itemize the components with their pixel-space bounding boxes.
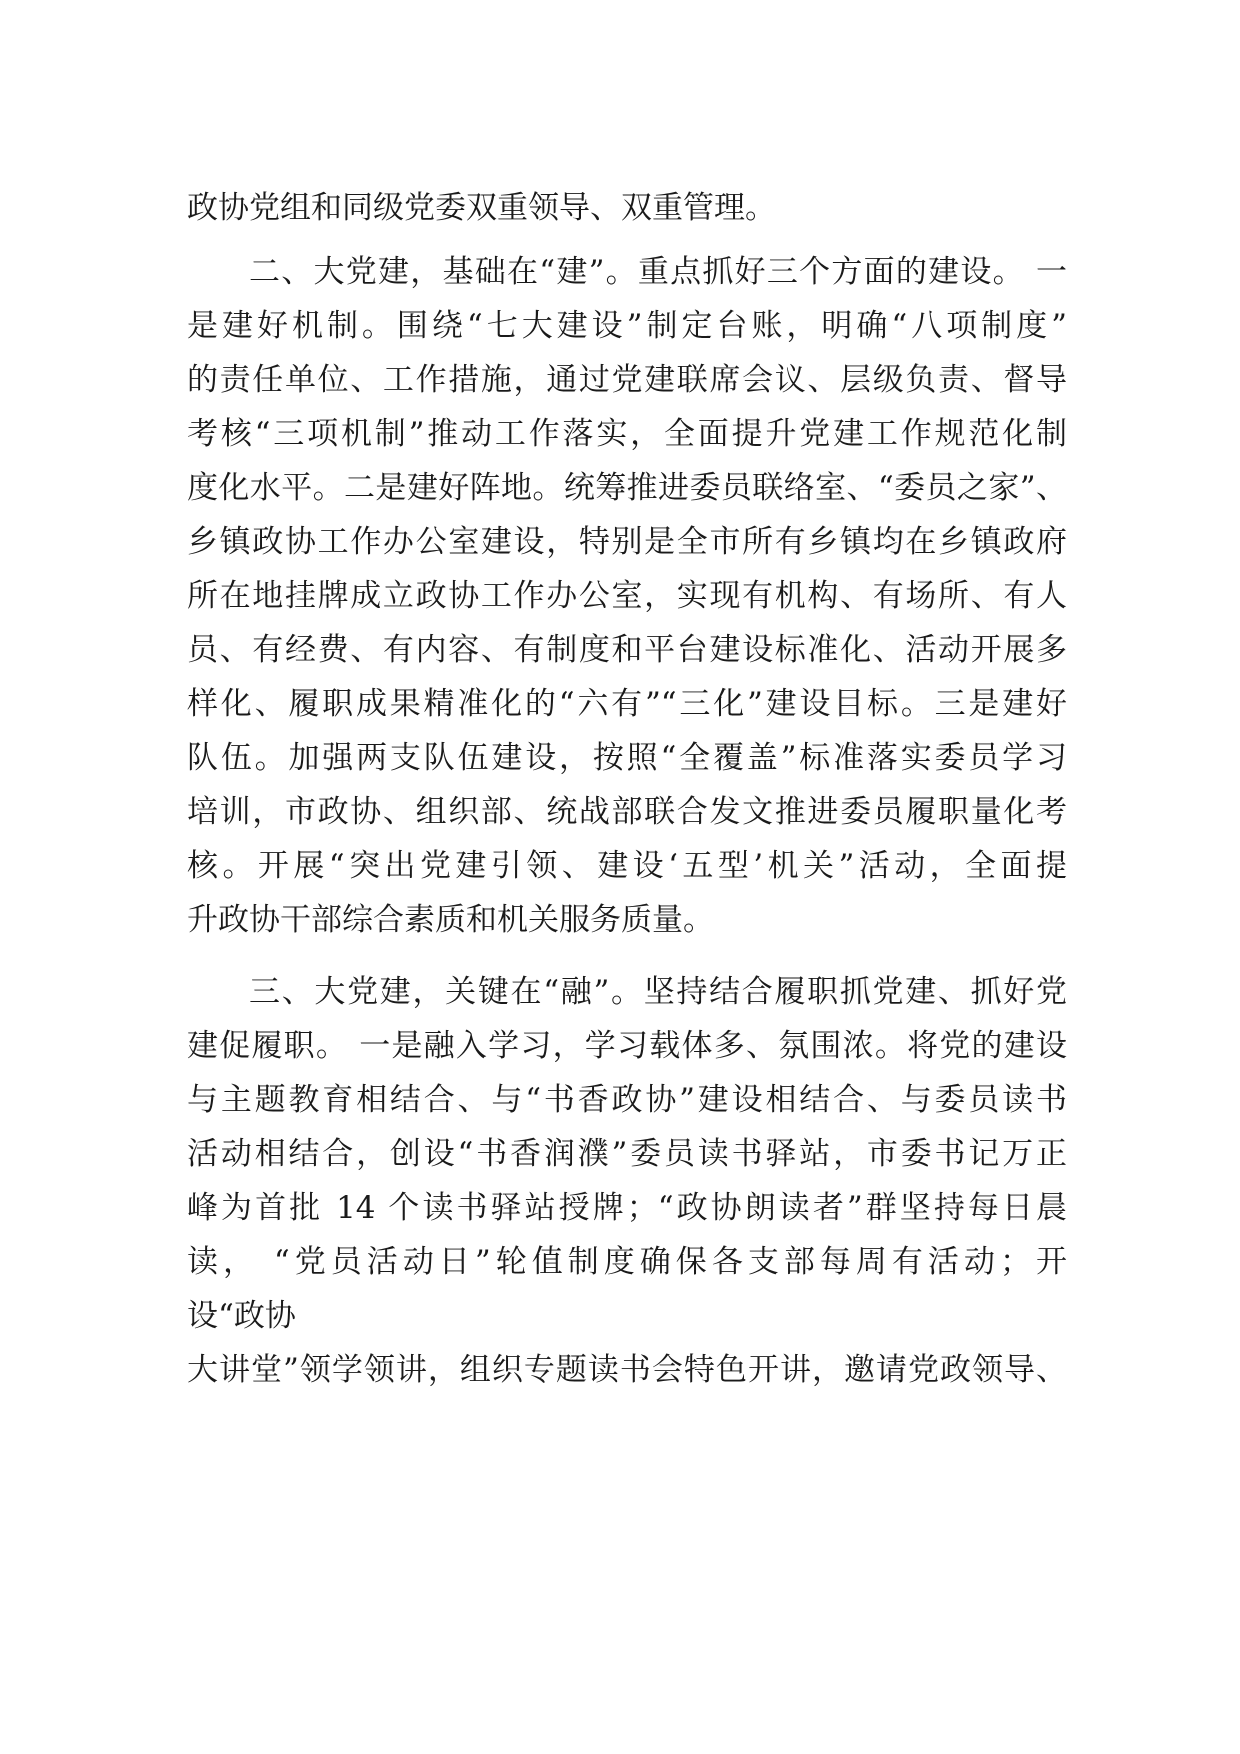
text-line: 员、有经费、有内容、有制度和平台建设标准化、活动开展多: [187, 632, 1067, 668]
text-line: 读， “党员活动日”轮值制度确保各支部每周有活动；开: [187, 1244, 1067, 1280]
text-line: 度化水平。二是建好阵地。统筹推进委员联络室、“委员之家”、: [187, 470, 1067, 506]
text-line: 乡镇政协工作办公室建设，特别是全市所有乡镇均在乡镇政府: [187, 524, 1067, 560]
text-line: 是建好机制。围绕“七大建设”制定台账，明确“八项制度”: [187, 308, 1067, 344]
text-line: 峰为首批 14 个读书驿站授牌；“政协朗读者”群坚持每日晨: [187, 1190, 1067, 1226]
text-line: 升政协干部综合素质和机关服务质量。: [187, 902, 714, 938]
text-line: 队伍。加强两支队伍建设，按照“全覆盖”标准落实委员学习: [187, 740, 1067, 776]
text-line: 大讲堂”领学领讲，组织专题读书会特色开讲，邀请党政领导、: [187, 1352, 1067, 1388]
text-line: 样化、履职成果精准化的“六有”“三化”建设目标。三是建好: [187, 686, 1067, 722]
text-line: 活动相结合，创设“书香润濮”委员读书驿站，市委书记万正: [187, 1136, 1067, 1172]
text-line: 建促履职。 一是融入学习，学习载体多、氛围浓。将党的建设: [187, 1028, 1067, 1064]
section-3-heading-line: 三、大党建，关键在“融”。坚持结合履职抓党建、抓好党: [249, 974, 1067, 1010]
text-line: 设“政协: [187, 1298, 296, 1334]
text-line: 政协党组和同级党委双重领导、双重管理。: [187, 190, 776, 226]
text-line: 核。开展“突出党建引领、建设‘五型’机关”活动，全面提: [187, 848, 1067, 884]
text-line: 与主题教育相结合、与“书香政协”建设相结合、与委员读书: [187, 1082, 1067, 1118]
text-line: 所在地挂牌成立政协工作办公室，实现有机构、有场所、有人: [187, 578, 1067, 614]
text-line: 培训，市政协、组织部、统战部联合发文推进委员履职量化考: [187, 794, 1067, 830]
text-line: 的责任单位、工作措施，通过党建联席会议、层级负责、督导: [187, 362, 1067, 398]
text-line: 考核“三项机制”推动工作落实，全面提升党建工作规范化制: [187, 416, 1067, 452]
section-2-heading-line: 二、大党建，基础在“建”。重点抓好三个方面的建设。 一: [249, 254, 1067, 290]
